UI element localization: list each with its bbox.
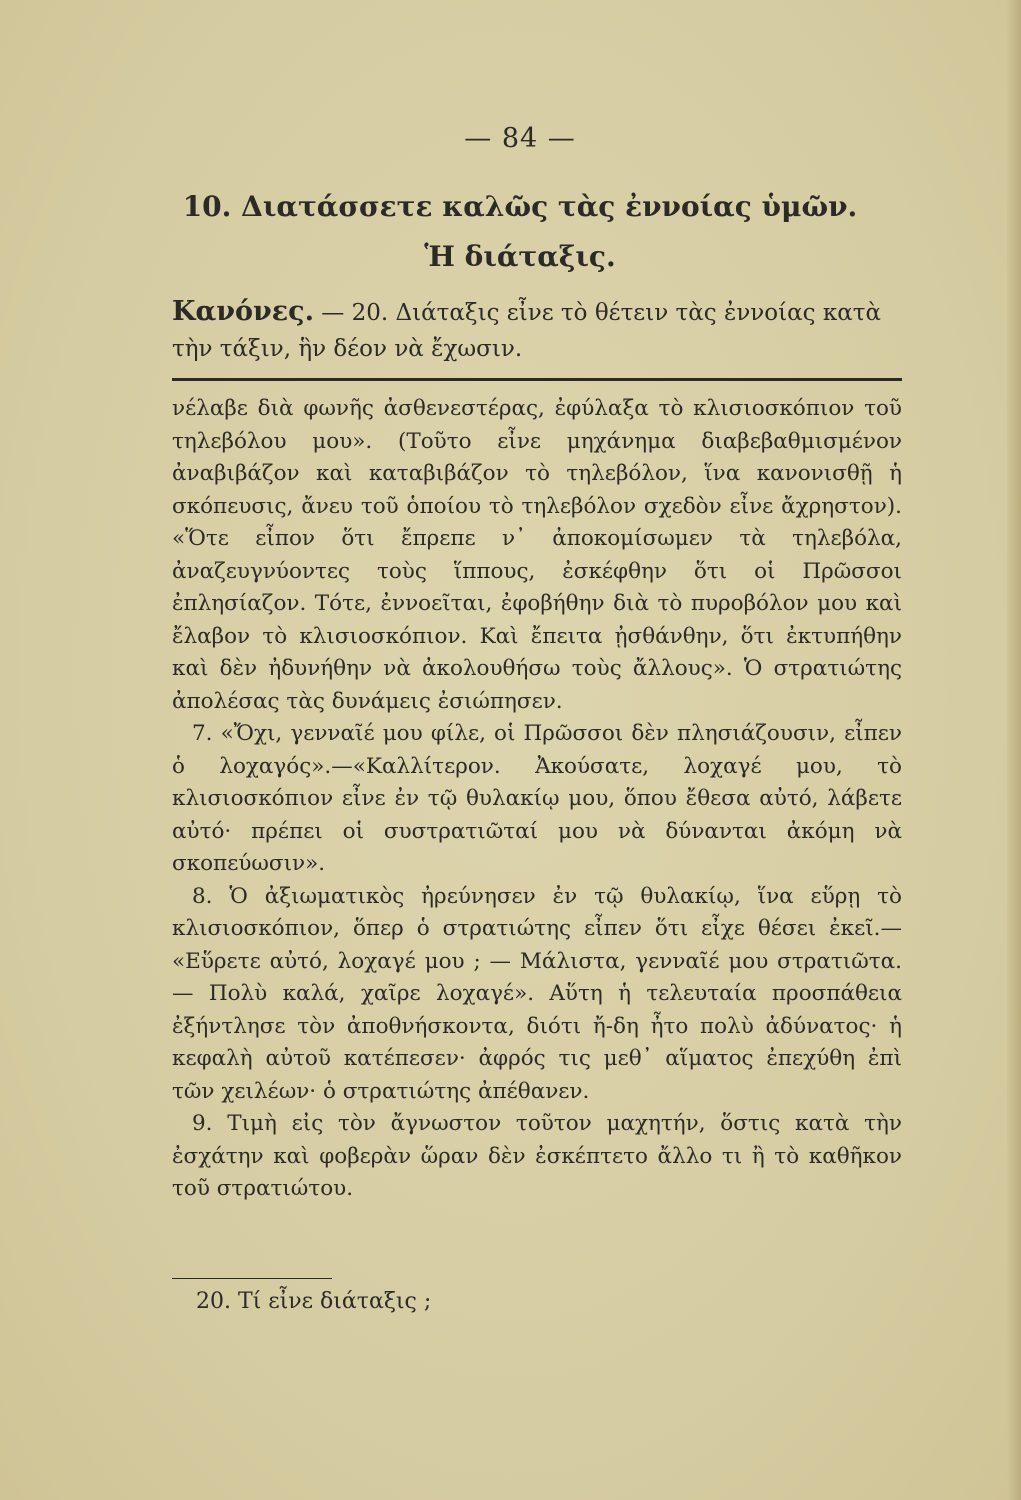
paragraph-6-continued: νέλαβε διὰ φωνῆς ἀσθενεστέρας, ἐφύλαξα τὸ κλισιοσκόπιον τοῦ τηλεβόλου μου». (Τοῦτο εἶνε μηχάνημα διαβεβαθμισμένον ἀναβιβάζον καὶ καταβιβάζον τὸ τηλεβόλον, ἵνα κανονισθῇ ἡ σκόπευσις, ἄνευ τοῦ ὁποίου τὸ τηλεβόλον σχεδὸν εἶνε ἄχρηστον). «Ὅτε εἶπον ὅτι ἔπρεπε ν᾽ ἀποκομίσωμεν τὰ τηλεβόλα, ἀναζευγνύοντες τοὺς ἵππους, ἐσκέφθην ὅτι οἱ Πρῶσσοι ἐπλησίαζον. Τότε, ἐννοεῖται, ἐφοβήθην διὰ τὸ πυροβόλον μου καὶ ἔλαβον τὸ κλισιοσκόπιον. Καὶ ἔπειτα ᾐσθάνθην, ὅτι ἐκτυπήθην καὶ δὲν ἠδυνήθην νὰ ἀκολουθήσω τοὺς ἄλλους». Ὁ στρατιώτης ἀπολέσας τὰς δυνάμεις ἐσιώπησεν. <box>172 396 902 714</box>
paragraph-8: 8. Ὁ ἀξιωματικὸς ἠρεύνησεν ἐν τῷ θυλακίῳ, ἵνα εὕρῃ τὸ κλισιοσκόπιον, ὅπερ ὁ στρατιώτης εἶπεν ὅτι εἶχε θέσει ἐκεῖ.— «Εὕρετε αὐτό, λοχαγέ μου ; — Μάλιστα, γενναῖέ μου στρατιῶτα.— Πολὺ καλά, χαῖρε λοχαγέ». Αὕτη ἡ τελευταία προσπάθεια ἐξήντλησε τὸν ἀποθνήσκοντα, διότι ἤ-δη ἦτο πολὺ ἀδύνατος· ἡ κεφαλὴ αὐτοῦ κατέπεσεν· ἀφρός τις μεθ᾽ αἵματος ἐπεχύθη ἐπὶ τῶν χειλέων· ὁ στρατιώτης ἀπέθανεν. <box>172 883 902 1104</box>
rules-line-1 <box>172 295 902 330</box>
rules-text-2: τὴν τάξιν, ἣν δέον νὰ ἔχωσιν. <box>172 336 523 362</box>
rules-line-2 <box>172 332 902 366</box>
paragraph-7: 7. «Ὄχι, γενναῖέ μου φίλε, οἱ Πρῶσσοι δὲν πλησιάζουσιν, εἶπεν ὁ λοχαγός».—«Καλλίτερον. Ἀκούσατε, λοχαγέ μου, τὸ κλισιοσκόπιον εἶνε ἐν τῷ θυλακίῳ μου, ὅπου ἔθεσα αὐτό, λάβετε αὐτό· πρέπει οἱ συστρατιῶταί μου νὰ δύνανται ἀκόμη νὰ σκοπεύωσιν». <box>172 721 902 876</box>
page-number: — 84 — <box>464 123 576 154</box>
review-question: 20. Τί εἶνε διάταξις ; <box>196 1289 432 1314</box>
paragraph-9: 9. Τιμὴ εἰς τὸν ἄγνωστον τοῦτον μαχητήν, ὅστις κατὰ τὴν ἐσχάτην καὶ φοβερὰν ὥραν δὲν ἐσκέπτετο ἄλλο τι ἢ τὸ καθῆκον τοῦ στρατιώτου. <box>172 1111 902 1201</box>
section-divider <box>172 378 902 381</box>
footnote-divider <box>172 1278 332 1279</box>
page-edge-shadow <box>1007 0 1021 1500</box>
rules-text-1: — 20. Διάταξις εἶνε τὸ θέτειν τὰς ἐννοίας κατὰ <box>321 300 882 326</box>
main-text <box>172 393 902 1206</box>
section-subheading: Ἡ διάταξις. <box>424 240 616 273</box>
section-heading: 10. Διατάσσετε καλῶς τὰς ἐννοίας ὑμῶν. <box>182 190 858 223</box>
rules-label: Κανόνες. <box>172 296 314 327</box>
